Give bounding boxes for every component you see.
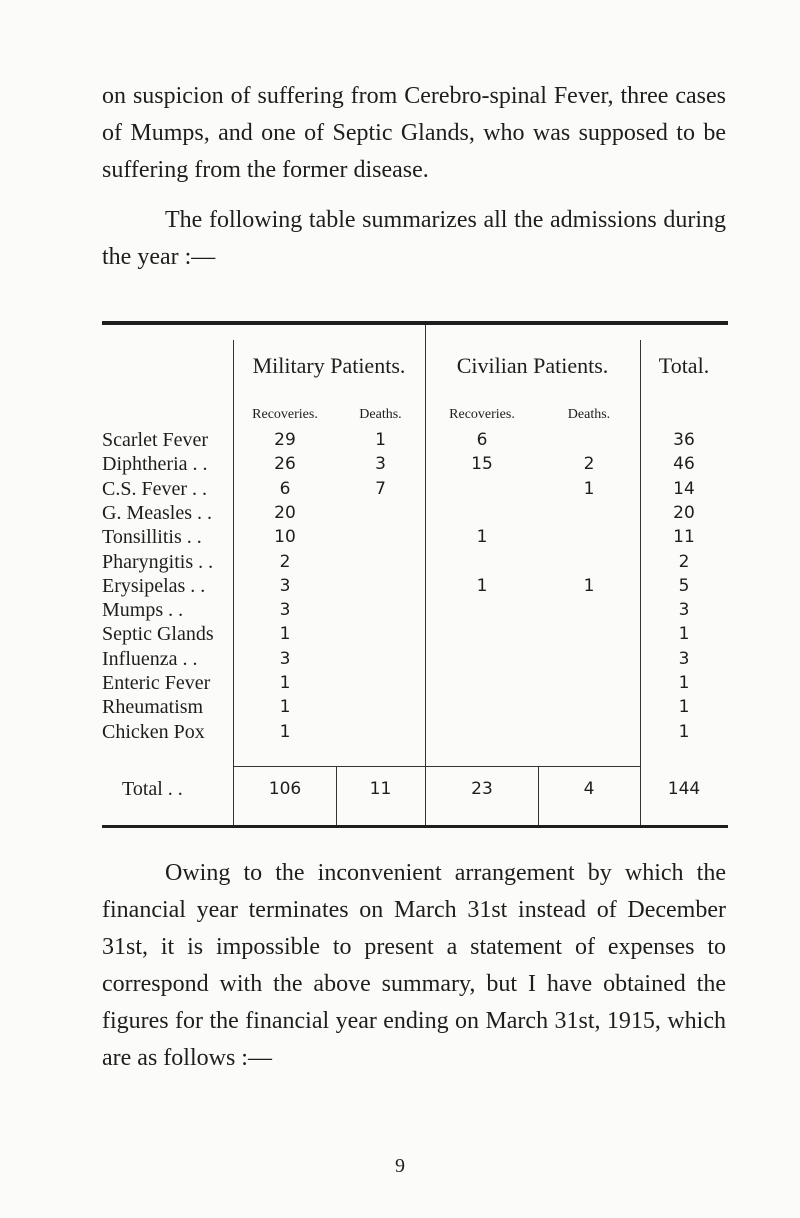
subheader-military-recoveries: Recoveries.: [252, 407, 318, 422]
cell-total: 2: [678, 551, 690, 572]
cell-mil-death: 1: [375, 430, 386, 450]
cell-mil-rec: 1: [279, 697, 291, 718]
cell-total: 3: [678, 648, 690, 669]
cell-mil-rec: 29: [274, 430, 296, 450]
row-disease-label: Rheumatism: [102, 696, 204, 719]
cell-mil-rec: 6: [279, 478, 291, 499]
subheader-military-deaths: Deaths.: [359, 407, 402, 422]
header-civilian-patients: Civilian Patients.: [456, 353, 609, 378]
row-disease-label: G. Measles . .: [102, 501, 212, 524]
cell-civ-death: 1: [583, 478, 595, 499]
page-number: 9: [395, 1155, 405, 1177]
table-top-rule: [102, 321, 728, 325]
cell-civ-rec: 1: [476, 575, 488, 596]
total-civilian-deaths: 4: [583, 779, 595, 799]
cell-civ-rec: 6: [476, 430, 488, 450]
total-label: Total . .: [122, 778, 183, 800]
row-disease-label: Pharyngitis . .: [102, 550, 214, 573]
cell-total: 36: [673, 430, 695, 450]
cell-total: 14: [673, 478, 695, 499]
cell-mil-rec: 1: [279, 624, 291, 645]
cell-mil-death: 3: [375, 454, 386, 475]
header-total: Total.: [658, 353, 710, 378]
totals-top-rule: [233, 766, 640, 767]
cell-total: 1: [678, 624, 690, 645]
cell-mil-rec: 1: [279, 721, 291, 742]
total-grand: 144: [667, 779, 701, 799]
cell-civ-death: 1: [583, 575, 595, 596]
cell-civ-rec: 15: [471, 454, 493, 475]
cell-mil-rec: 10: [274, 527, 296, 548]
row-disease-label: Mumps . .: [102, 599, 184, 622]
cell-total: 20: [673, 502, 695, 523]
row-disease-label: Diphtheria . .: [102, 453, 208, 476]
cell-total: 1: [678, 673, 690, 693]
row-disease-label: Tonsillitis . .: [102, 526, 202, 549]
row-disease-label: Influenza . .: [102, 647, 198, 670]
cell-total: 5: [678, 575, 690, 596]
row-disease-label: Chicken Pox: [102, 720, 205, 743]
row-disease-label: C.S. Fever . .: [102, 477, 207, 500]
cell-mil-rec: 20: [274, 502, 296, 523]
paragraph-financial: Owing to the inconvenient arrangement by which the financial year terminates on March 31st instead of December 31st, it is impossible to present a statement of expenses to correspond with the above summary, but I have obtained the figures for the financial year ending on March 31st, 1915, which are as follows :—: [102, 860, 726, 1071]
paragraph-table-intro: The following table summarizes all the admissions during the year :—: [102, 207, 726, 270]
cell-total: 3: [678, 600, 690, 621]
total-military-recoveries: 106: [268, 779, 302, 799]
header-military-patients: Military Patients.: [252, 353, 406, 378]
cell-civ-rec: 1: [476, 527, 488, 548]
cell-total: 11: [673, 527, 695, 548]
subheader-civilian-recoveries: Recoveries.: [449, 407, 515, 422]
cell-mil-rec: 3: [279, 648, 291, 669]
cell-civ-death: 2: [583, 454, 595, 475]
cell-mil-rec: 1: [279, 673, 291, 693]
cell-total: 1: [678, 697, 690, 718]
subheader-civilian-deaths: Deaths.: [567, 407, 611, 422]
row-disease-label: Septic Glands: [102, 623, 214, 646]
cell-total: 46: [673, 454, 695, 475]
cell-mil-rec: 2: [279, 551, 291, 572]
total-military-deaths: 11: [369, 779, 392, 799]
cell-mil-rec: 26: [274, 454, 296, 475]
cell-total: 1: [678, 721, 690, 742]
table-bottom-rule: [102, 825, 728, 828]
row-disease-label: Scarlet Fever: [102, 429, 209, 451]
cell-mil-rec: 3: [279, 600, 291, 621]
paragraph-intro: on suspicion of suffering from Cerebro-spinal Fever, three cases of Mumps, and one of Septic Glands, who was supposed to be suffering from the former disease.: [102, 83, 726, 183]
row-disease-label: Erysipelas . .: [102, 574, 206, 597]
cell-mil-death: 7: [375, 478, 386, 499]
total-civilian-recoveries: 23: [471, 779, 493, 799]
cell-mil-rec: 3: [279, 575, 291, 596]
row-disease-label: Enteric Fever: [102, 672, 211, 694]
